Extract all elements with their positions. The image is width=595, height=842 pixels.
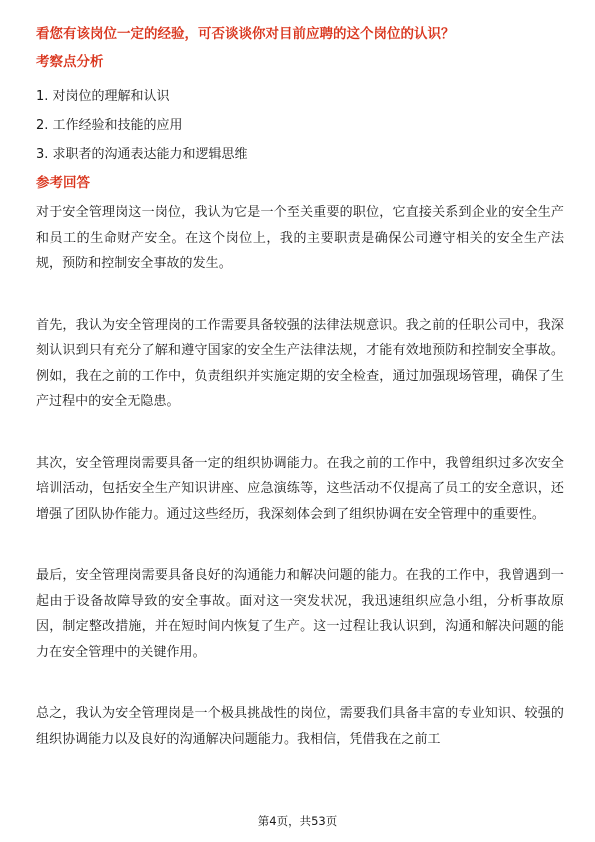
answer-paragraph: 最后，安全管理岗需要具备良好的沟通能力和解决问题的能力。在我的工作中，我曾遇到一起由于设备故障导致的安全事故。面对这一突发状况，我迅速组织应急小组，分析事故原因，制定整改措施，并在短时间内恢复了生产。这一过程让我认识到，沟通和解决问题的能力在安全管理中的关键作用。 xyxy=(36,568,564,660)
analysis-item: 1. 对岗位的理解和认识 xyxy=(36,89,170,104)
answer-paragraph: 首先，我认为安全管理岗的工作需要具备较强的法律法规意识。我之前的任职公司中，我深刻认识到只有充分了解和遵守国家的安全生产法律法规，才能有效地预防和控制安全事故。例如，我在之前的工作中，负责组织并实施定期的安全检查，通过加强现场管理，确保了生产过程中的安全无隐患。 xyxy=(36,317,564,409)
answer-heading: 参考回答 xyxy=(36,175,90,191)
analysis-item: 3. 求职者的沟通表达能力和逻辑思维 xyxy=(36,147,248,162)
answer-paragraph: 其次，安全管理岗需要具备一定的组织协调能力。在我之前的工作中，我曾组织过多次安全培训活动，包括安全生产知识讲座、应急演练等，这些活动不仅提高了员工的安全意识，还增强了团队协作能力。通过这些经历，我深刻体会到了组织协调在安全管理中的重要性。 xyxy=(36,455,564,522)
analysis-item: 2. 工作经验和技能的应用 xyxy=(36,118,183,133)
answer-paragraph: 总之，我认为安全管理岗是一个极具挑战性的岗位，需要我们具备丰富的专业知识、较强的组织协调能力以及良好的沟通解决问题能力。我相信，凭借我在之前工 xyxy=(36,706,564,747)
analysis-list xyxy=(36,82,566,169)
question-title: 看您有该岗位一定的经验，可否谈谈你对目前应聘的这个岗位的认识？ xyxy=(36,26,455,42)
answer-paragraph: 对于安全管理岗这一岗位，我认为它是一个至关重要的职位，它直接关系到企业的安全生产和员工的生命财产安全。在这个岗位上，我的主要职责是确保公司遵守相关的安全生产法规，预防和控制安全事故的发生。 xyxy=(36,205,564,271)
analysis-heading: 考察点分析 xyxy=(36,54,104,70)
page-number: 第4页，共53页 xyxy=(257,814,338,828)
answer-body xyxy=(36,200,564,788)
